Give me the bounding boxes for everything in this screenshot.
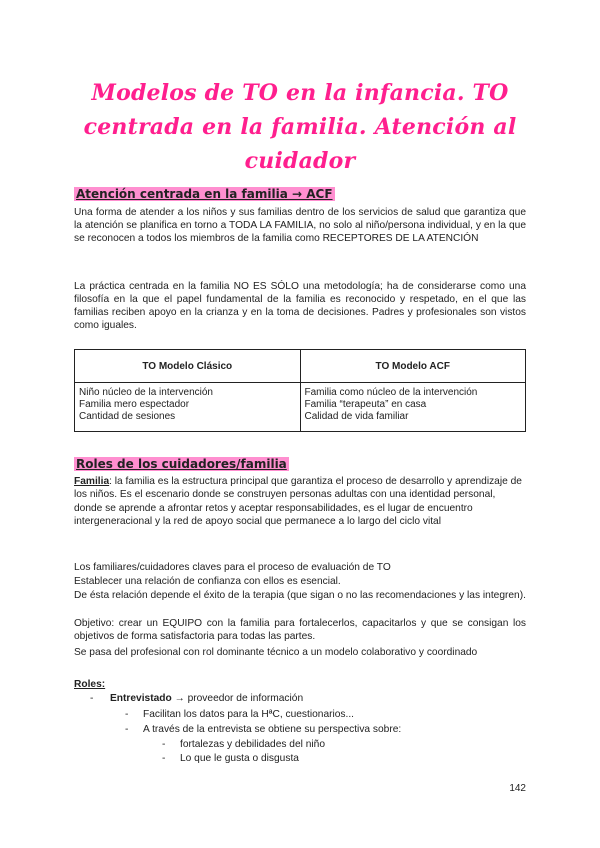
classic-item-1: Niño núcleo de la intervención: [79, 387, 213, 398]
roles-line-3: De ésta relación depende el éxito de la terapia (que sigan o no las recomendaciones y las integren).: [74, 590, 526, 601]
familia-paragraph: [74, 475, 526, 529]
role-entrevistado: [110, 692, 303, 705]
section-heading-roles: Roles de los cuidadores/familia: [76, 457, 287, 471]
bullet-dash: -: [162, 753, 166, 764]
roles-label: Roles:: [74, 679, 106, 690]
acf-item-1: Familia como núcleo de la intervención: [304, 387, 478, 398]
sub-sub-item-1: fortalezas y debilidades del niño: [180, 739, 325, 750]
acf-item-2: Familia “terapeuta” en casa: [304, 399, 427, 410]
familia-text: : la familia es la estructura principal que garantiza el proceso de desarrollo y aprendizaje de los niños. Es el escenario donde se construyen personas adultas con una identidad personal, donde se aprende a afrontar retos y aceptar responsabilidades, es el lugar de encuentro intergeneracional y la red de apoyo social que permanece a lo largo del ciclo vital: [74, 476, 522, 528]
table-cell-classic: [75, 383, 301, 432]
roles-line-2: Establecer una relación de confianza con ellos es esencial.: [74, 576, 341, 587]
title-line-1: Modelos de TO en la infancia. TO: [91, 80, 509, 106]
roles-line-4: Objetivo: crear un EQUIPO con la familia para fortalecerlos, capacitarlos y que se consigan los objetivos de forma satisfactoria para todas las partes.: [74, 618, 526, 642]
title-line-2: centrada en la familia. Atención al: [83, 114, 517, 140]
classic-item-3: Cantidad de sesiones: [79, 411, 176, 422]
section-heading-acf: Atención centrada en la familia → ACF: [76, 187, 333, 201]
sub-item-1: Facilitan los datos para la HªC, cuestionarios...: [143, 709, 355, 720]
bullet-dash: -: [90, 693, 94, 704]
bullet-dash: -: [125, 724, 129, 735]
acf-paragraph-2: La práctica centrada en la familia NO ES SÓLO una metodología; ha de considerarse como una filosofía en la que el papel fundamental de la familia es reconocido y respetado, en el que las familias reciben apoyo en la crianza y en la toma de decisiones. Padres y profesionales son vistos como iguales.: [74, 281, 526, 331]
familia-label: Familia: [74, 476, 110, 487]
page-number: 142: [509, 783, 526, 794]
page-title: [60, 76, 540, 178]
bullet-dash: -: [125, 709, 129, 720]
bullet-dash: -: [162, 739, 166, 750]
sub-sub-item-2: Lo que le gusta o disgusta: [180, 753, 299, 764]
comparison-table: [74, 349, 526, 432]
acf-item-3: Calidad de vida familiar: [304, 411, 409, 422]
role1-name: Entrevistado: [110, 693, 172, 704]
table-header-acf: TO Modelo ACF: [300, 350, 526, 383]
role1-desc: → proveedor de información: [174, 693, 304, 704]
sub-item-2: A través de la entrevista se obtiene su perspectiva sobre:: [143, 724, 402, 735]
acf-paragraph-1: Una forma de atender a los niños y sus familias dentro de los servicios de salud que garantiza que la atención se planifica en torno a TODA LA FAMILIA, no solo al niño/persona individual, y en la que se reconocen a todos los miembros de la familia como RECEPTORES DE LA ATENCIÓN: [74, 207, 526, 244]
roles-line-1: Los familiares/cuidadores claves para el proceso de evaluación de TO: [74, 562, 391, 573]
table-header-classic: TO Modelo Clásico: [75, 350, 301, 383]
classic-item-2: Familia mero espectador: [79, 399, 190, 410]
title-line-3: cuidador: [244, 148, 356, 174]
table-cell-acf: [300, 383, 526, 432]
roles-line-5: Se pasa del profesional con rol dominante técnico a un modelo colaborativo y coordinado: [74, 647, 478, 658]
